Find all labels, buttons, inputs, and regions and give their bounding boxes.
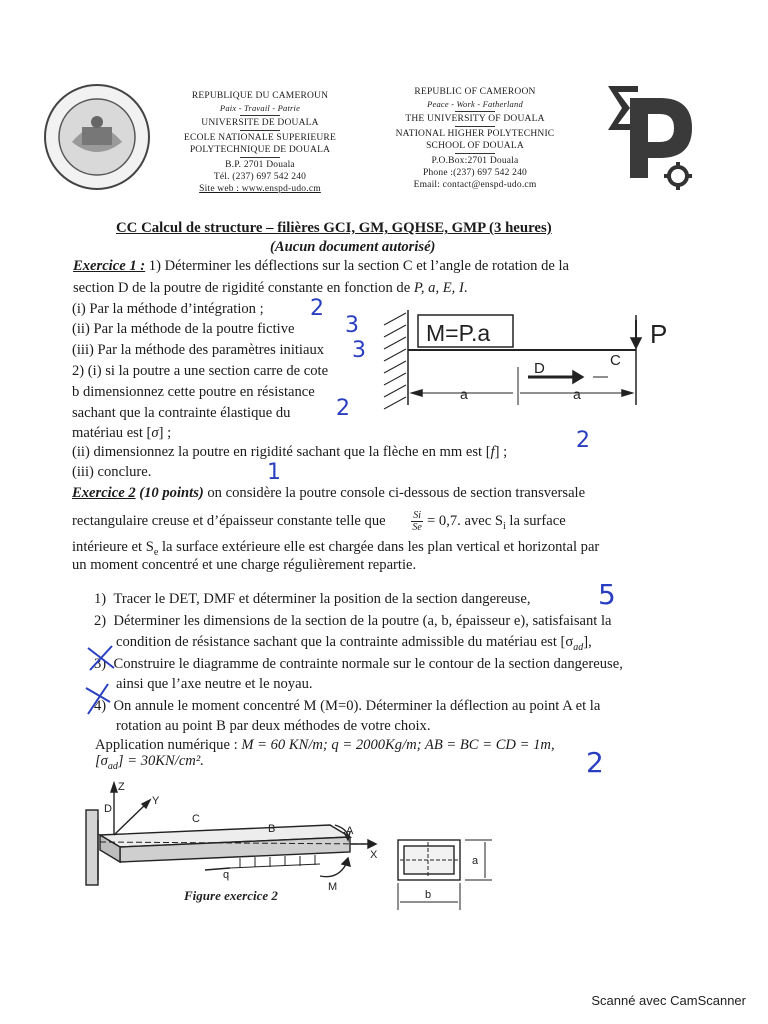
motto-en: Peace - Work - Fatherland [427, 99, 523, 109]
exam-subtitle: (Aucun document autorisé) [270, 239, 436, 255]
ex1-q2-line-2: b dimensionnez cette poutre en résistance [72, 384, 315, 400]
ex2-question-2-cont: condition de résistance sachant que la contrainte admissible du matériau est $[\sigma_{ad}]$, [116, 634, 592, 653]
enspd-logo [600, 78, 700, 196]
ex1-method-iii: (iii) Par la méthode des paramètres initiaux [72, 342, 325, 358]
country-fr: REPUBLIQUE DU CAMEROUN [191, 91, 329, 101]
ex1-q2-line-3: sachant que la contrainte élastique du [72, 405, 291, 421]
ex2-points: (10 points) [135, 485, 204, 501]
handwritten-mark-6: 1 [267, 460, 281, 485]
ex1-span-a-1: a [460, 386, 468, 402]
ex1-q2-line-4: matériau est [σ] ; [72, 425, 172, 441]
ex1-method-ii: (ii) Par la méthode de la poutre fictive [72, 321, 295, 337]
ex1-line-2: section D de la poutre de rigidité constante en fonction de P, a, E, I. [73, 280, 468, 296]
ex2-question-4-cont: rotation au point B par deux méthodes de votre choix. [116, 718, 431, 734]
ex1-method-i: (i) Par la méthode d’intégration ; [72, 301, 264, 317]
ex2-question-3: 3) Construire le diagramme de contrainte normale sur le contour de la section dangereuse, [94, 656, 623, 672]
ex2-application: Application numérique : M = 60 KN/m; q = 2000Kg/m; AB = BC = CD = 1m, [95, 737, 555, 753]
ex2-line-3: intérieure et $S_e$ la surface extérieure elle est chargée dans les plan vertical et horizontal par [72, 539, 600, 558]
ex1-span-a-2: a [573, 386, 581, 402]
web-fr: Site web : www.enspd-udo.cm [199, 184, 321, 194]
university-fr: UNIVERSITE DE DOUALA [201, 118, 319, 128]
exam-title: CC Calcul de structure – filières GCI, GM, GQHSE, GMP (3 heures) [116, 220, 552, 236]
phone-en: Phone :(237) 697 542 240 [422, 168, 528, 178]
university-en: THE UNIVERSITY OF DOUALA [405, 114, 545, 124]
ex2-question-3-cont: ainsi que l’axe neutre et le noyau. [116, 676, 313, 692]
header-french [170, 90, 350, 195]
ex1-q2-line-1: 2) (i) si la poutre a une section carre de cote [72, 363, 329, 379]
school-fr-2: POLYTECHNIQUE DE DOUALA [189, 145, 331, 155]
handwritten-mark-4: 2 [336, 396, 350, 421]
ex2-axis-y: Y [152, 795, 160, 807]
ex1-q2-ii: (ii) dimensionnez la poutre en rigidité sachant que la flèche en mm est [f] ; [72, 444, 508, 460]
ex2-question-2: 2) Déterminer les dimensions de la section de la poutre (a, b, épaisseur e), satisfaisant la [94, 613, 612, 629]
ex2-cantilever-figure [80, 780, 500, 920]
ex1-label: Exercice 1 : [73, 258, 146, 274]
ex2-point-b: B [268, 823, 276, 835]
email-en: Email: contact@enspd-udo.cm [413, 180, 537, 190]
ex2-point-c: C [192, 813, 200, 825]
ex2-load-q: q [223, 869, 230, 881]
school-en-2: SCHOOL OF DOUALA [426, 141, 524, 151]
ex2-label: Exercice 2 [72, 485, 136, 501]
handwritten-mark-7: 5 [598, 578, 616, 611]
ex2-question-1: 1) Tracer le DET, DMF et déterminer la position de la section dangereuse, [94, 591, 531, 607]
ex2-section-a: a [472, 855, 479, 867]
ex1-point-c-label: C [610, 352, 621, 369]
ex2-line-2: rectangulaire creuse et d’épaisseur constante telle que $\frac{Si}{Se}$ = 0,7. avec $S_i$ la surface [72, 510, 566, 533]
ex1-beam-figure [378, 305, 678, 415]
ex2-axis-x: X [370, 849, 378, 861]
bp-fr: B.P. 2701 Douala [225, 160, 295, 170]
scanner-footer: Scanné avec CamScanner [591, 993, 746, 1008]
ex2-axis-z: Z [118, 781, 125, 793]
handwritten-mark-1: 2 [310, 296, 324, 321]
bp-en: P.O.Box:2701 Douala [431, 156, 519, 166]
ex1-line-1: Exercice 1 : 1) Déterminer les déflections sur la section C et l’angle de rotation de la [73, 258, 570, 274]
header-english [375, 86, 575, 191]
tel-fr: Tél. (237) 697 542 240 [213, 172, 307, 182]
ex1-moment-label: M=P.a [426, 320, 491, 346]
ex2-line-4: un moment concentré et une charge régulièrement repartie. [72, 557, 417, 573]
university-seal-logo [42, 82, 152, 192]
ex2-point-d: D [104, 803, 112, 815]
handwritten-mark-2: 3 [345, 313, 359, 338]
motto-fr: Paix - Travail - Patrie [219, 103, 301, 113]
ex1-point-d-label: D [534, 360, 545, 377]
ex1-force-label: P [650, 319, 668, 349]
ex2-figure-caption: Figure exercice 2 [184, 888, 278, 903]
ex2-section-b: b [425, 889, 432, 901]
handwritten-mark-3: 3 [352, 338, 366, 363]
ex2-line-1: Exercice 2 (10 points) on considère la poutre console ci-dessous de section transversale [72, 485, 586, 501]
school-en-1: NATIONAL HIGHER POLYTECHNIC [395, 129, 555, 139]
handwritten-mark-5: 2 [576, 428, 590, 453]
handwritten-mark-8: 2 [586, 746, 604, 779]
ex2-application-sigma: $[\sigma_{ad}] = 30KN/cm^2$. [95, 753, 204, 772]
ex2-point-a: A [346, 825, 354, 837]
handwritten-strikeout-marks [80, 640, 130, 720]
ex2-question-4: 4) On annule le moment concentré M (M=0). Déterminer la déflection au point A et la [94, 698, 601, 714]
school-fr-1: ECOLE NATIONALE SUPERIEURE [184, 133, 336, 143]
ex1-q2-iii: (iii) conclure. [72, 464, 152, 480]
ex2-ratio-fraction: $\frac{Si}{Se}$ [412, 510, 422, 533]
country-en: REPUBLIC OF CAMEROON [414, 87, 536, 97]
ex2-moment-m: M [328, 881, 338, 893]
